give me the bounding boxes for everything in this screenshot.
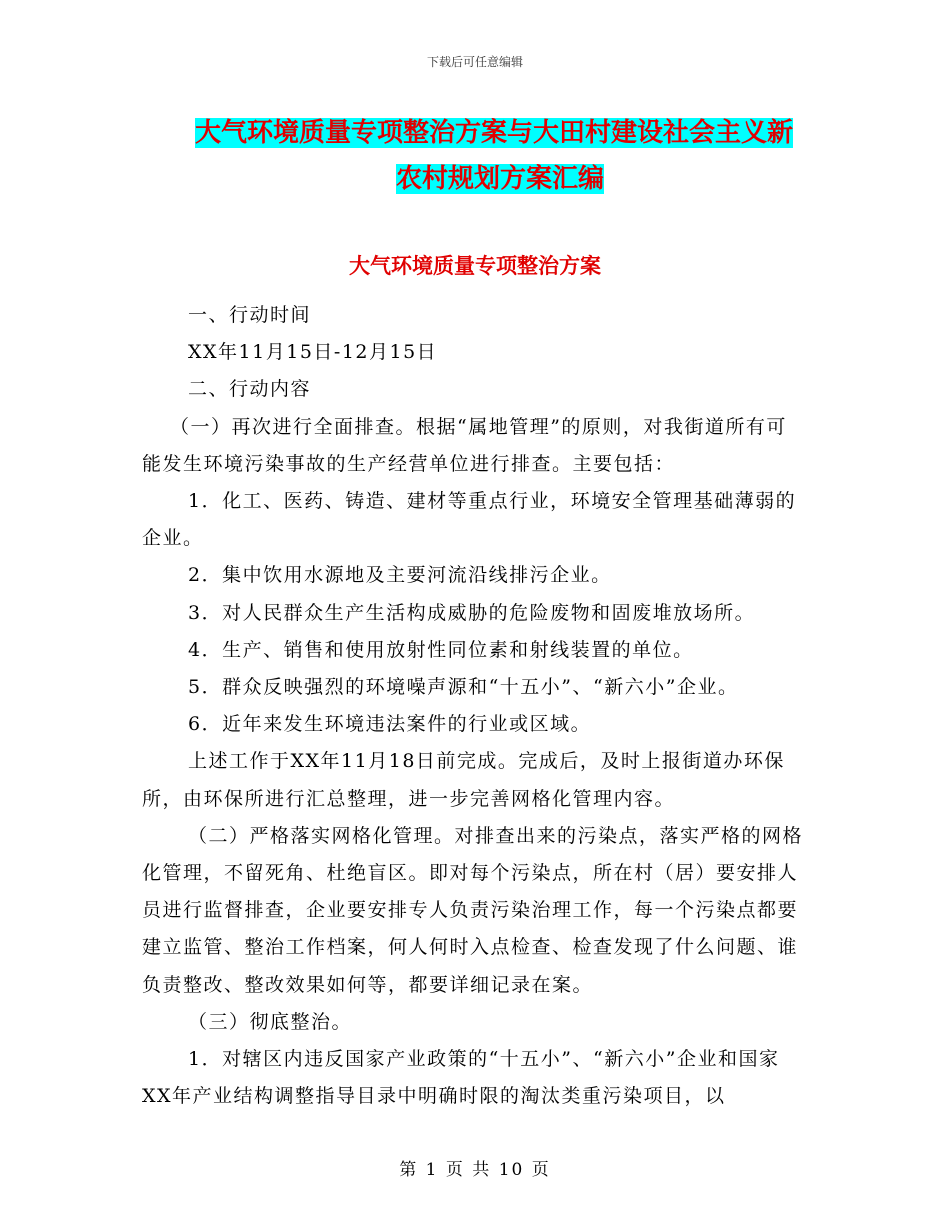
paragraph: （二）严格落实网格化管理。对排查出来的污染点，落实严格的网格化管理，不留死角、杜绝盲区。即对每个污染点，所在村（居）要安排人员进行监督排查，企业要安排专人负责污染治理工作，每一个污染点都要建立监管、整治工作档案，何人何时入点检查、检查发现了什么问题、谁负责整改、整改效果如何等，都要详细记录在案。 [142, 824, 804, 996]
body-text [142, 297, 804, 1115]
paragraph: 上述工作于XX年11月18日前完成。完成后，及时上报街道办环保所，由环保所进行汇总整理，进一步完善网格化管理内容。 [142, 750, 785, 810]
paragraph: 2．集中饮用水源地及主要河流沿线排污企业。 [188, 564, 612, 587]
paragraph: 1．对辖区内违反国家产业政策的“十五小”、“新六小”企业和国家XX年产业结构调整指导目录中明确时限的淘汰类重污染项目，以 [142, 1048, 780, 1108]
header-note: 下载后可任意编辑 [426, 55, 523, 69]
paragraph: 6．近年来发生环境违法案件的行业或区域。 [188, 713, 592, 736]
page-footer: 第 1 页 共 10 页 [399, 1160, 551, 1180]
paragraph: 1．化工、医药、铸造、建材等重点行业，环境安全管理基础薄弱的企业。 [142, 490, 797, 550]
paragraph: XX年11月15日-12月15日 [188, 341, 438, 364]
paragraph: （一）再次进行全面排查。根据“属地管理”的原则，对我街道所有可能发生环境污染事故的生产经营单位进行排查。主要包括： [142, 415, 787, 475]
title-line-2: 农村规划方案汇编 [395, 164, 604, 194]
paragraph: 3．对人民群众生产生活构成威胁的危险废物和固废堆放场所。 [188, 601, 756, 624]
document-title [195, 110, 805, 202]
paragraph: 4．生产、销售和使用放射性同位素和射线装置的单位。 [188, 638, 694, 661]
section-title: 大气环境质量专项整治方案 [349, 254, 601, 278]
paragraph: （三）彻底整治。 [188, 1010, 353, 1033]
paragraph: 一、行动时间 [188, 304, 312, 326]
title-line-1: 大气环境质量专项整治方案与大田村建设社会主义新 [195, 118, 794, 148]
paragraph: 5．群众反映强烈的环境噪声源和“十五小”、“新六小”企业。 [188, 676, 739, 699]
paragraph: 二、行动内容 [188, 378, 312, 401]
